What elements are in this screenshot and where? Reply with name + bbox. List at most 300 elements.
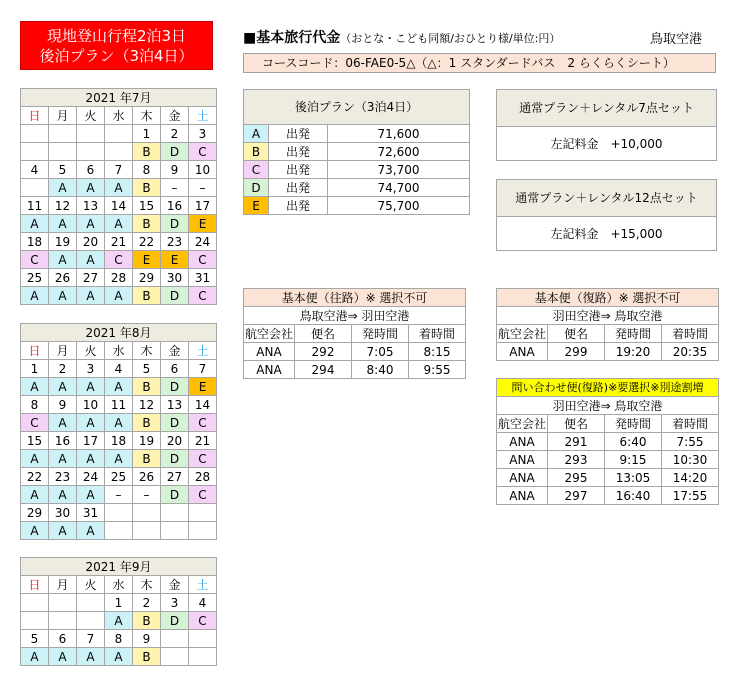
- price-code: C: [244, 161, 269, 179]
- calendar-day: 10: [77, 396, 105, 414]
- calendar-price-code: [189, 522, 217, 540]
- price-header: [243, 27, 560, 47]
- price-label: 出発: [269, 125, 328, 143]
- calendar-price-code: A: [105, 414, 133, 432]
- calendar-date-row: [21, 396, 217, 414]
- flight-route: 羽田空港⇒ 鳥取空港: [497, 307, 719, 325]
- calendar-date-row: [21, 125, 217, 143]
- calendar-day: 6: [161, 360, 189, 378]
- calendar-date-row: [21, 594, 217, 612]
- calendar-day: [21, 125, 49, 143]
- course-code: コースコード：06-FAE0-5△（△：1 スタンダードバス 2 らくらくシート）: [243, 53, 716, 73]
- calendar-day: 22: [21, 468, 49, 486]
- calendar-day: 25: [21, 269, 49, 287]
- calendar-day: 18: [21, 233, 49, 251]
- flight-cell: ANA: [497, 343, 548, 361]
- calendar-price-code: B: [133, 179, 161, 197]
- calendar-day: [161, 504, 189, 522]
- flight-cell: ANA: [497, 469, 548, 487]
- calendar-day: 5: [133, 360, 161, 378]
- calendar-price-code: C: [189, 287, 217, 305]
- calendar-price-code: A: [105, 648, 133, 666]
- weekday-header: 月: [49, 107, 77, 125]
- calendar-price-code: A: [105, 378, 133, 396]
- flight-cell: ANA: [497, 433, 548, 451]
- calendar-day: 20: [77, 233, 105, 251]
- weekday-header: 土: [189, 107, 217, 125]
- calendar-price-code: C: [189, 414, 217, 432]
- calendar-day: 15: [21, 432, 49, 450]
- calendar-price-code: A: [77, 378, 105, 396]
- calendar-day: 7: [105, 161, 133, 179]
- price-row: [244, 143, 470, 161]
- price-label: 出発: [269, 179, 328, 197]
- price-value: 72,600: [328, 143, 470, 161]
- calendar-price-code: A: [21, 378, 49, 396]
- calendar-price-code: C: [189, 450, 217, 468]
- price-code: E: [244, 197, 269, 215]
- calendar-price-code: A: [105, 612, 133, 630]
- flight-cell: 7:55: [662, 433, 719, 451]
- calendar-price-code: A: [77, 179, 105, 197]
- calendar-date-row: [21, 269, 217, 287]
- flight-inquiry-table: [496, 378, 719, 505]
- calendar-price-code: A: [105, 215, 133, 233]
- calendar-code-row: [21, 486, 217, 504]
- calendar-price-code: C: [21, 414, 49, 432]
- calendar-price-code: C: [21, 251, 49, 269]
- price-code: A: [244, 125, 269, 143]
- calendar-day: 9: [161, 161, 189, 179]
- calendar-code-row: [21, 414, 217, 432]
- price-value: 71,600: [328, 125, 470, 143]
- calendar-price-code: E: [161, 251, 189, 269]
- calendar-code-row: [21, 378, 217, 396]
- calendar-day: 1: [105, 594, 133, 612]
- price-row: [244, 125, 470, 143]
- calendar-price-code: [189, 648, 217, 666]
- weekday-header: 木: [133, 107, 161, 125]
- weekday-header: 木: [133, 342, 161, 360]
- weekday-header: 火: [77, 576, 105, 594]
- calendar-price-code: A: [21, 450, 49, 468]
- flight-col-header: 便名: [548, 325, 605, 343]
- calendar-price-code: A: [21, 287, 49, 305]
- flight-cell: 17:55: [662, 487, 719, 505]
- calendar-price-code: A: [49, 251, 77, 269]
- calendar-price-code: C: [105, 251, 133, 269]
- calendar-day: 9: [133, 630, 161, 648]
- flight-col-header: 着時間: [662, 415, 719, 433]
- title-line2: 後泊プラン（3泊4日）: [39, 46, 194, 65]
- calendar-price-code: A: [105, 179, 133, 197]
- calendar-day: 4: [105, 360, 133, 378]
- price-row: [244, 179, 470, 197]
- calendar-day: 17: [77, 432, 105, 450]
- calendar-day: 6: [77, 161, 105, 179]
- calendar-day: 29: [21, 504, 49, 522]
- calendar-date-row: [21, 233, 217, 251]
- calendar-code-row: [21, 215, 217, 233]
- flight-route: 羽田空港⇒ 鳥取空港: [497, 397, 719, 415]
- calendar-day: 15: [133, 197, 161, 215]
- calendar-caption: 2021 年9月: [21, 558, 217, 576]
- calendar-price-code: A: [49, 414, 77, 432]
- flight-row: [497, 487, 719, 505]
- weekday-header: 水: [105, 342, 133, 360]
- calendar-caption: 2021 年7月: [21, 89, 217, 107]
- calendar-caption: 2021 年8月: [21, 324, 217, 342]
- flight-row: [244, 343, 466, 361]
- weekday-header: 水: [105, 107, 133, 125]
- rental7-title: 通常プラン＋レンタル7点セット: [497, 90, 716, 127]
- flight-cell: 19:20: [605, 343, 662, 361]
- calendar-day: [77, 125, 105, 143]
- calendar-day: [105, 125, 133, 143]
- calendar-code-row: [21, 287, 217, 305]
- calendar-price-code: [21, 612, 49, 630]
- calendar-price-code: A: [49, 486, 77, 504]
- calendar-day: 8: [21, 396, 49, 414]
- calendar-date-row: [21, 432, 217, 450]
- calendar-day: 3: [189, 125, 217, 143]
- calendar-price-code: B: [133, 378, 161, 396]
- calendar-day: 12: [133, 396, 161, 414]
- calendar-day: 21: [189, 432, 217, 450]
- calendar-date-row: [21, 630, 217, 648]
- calendar-day: 7: [189, 360, 217, 378]
- calendar-day: 14: [105, 197, 133, 215]
- calendar-price-code: A: [77, 648, 105, 666]
- price-row: [244, 161, 470, 179]
- rental12-title: 通常プラン＋レンタル12点セット: [497, 180, 716, 217]
- flight-cell: 6:40: [605, 433, 662, 451]
- calendar-price-code: [77, 143, 105, 161]
- calendar-price-code: D: [161, 486, 189, 504]
- calendar-price-code: B: [133, 143, 161, 161]
- calendar-day: 29: [133, 269, 161, 287]
- calendar-price-code: B: [133, 215, 161, 233]
- flight-col-header: 着時間: [662, 325, 719, 343]
- price-header-main: ■基本旅行代金: [243, 30, 341, 46]
- price-value: 75,700: [328, 197, 470, 215]
- calendar-price-code: B: [133, 287, 161, 305]
- calendar-price-code: C: [189, 612, 217, 630]
- calendar-price-code: B: [133, 648, 161, 666]
- calendar-price-code: A: [49, 450, 77, 468]
- weekday-header: 火: [77, 342, 105, 360]
- rental12-box: [496, 179, 717, 251]
- calendar-day: [77, 594, 105, 612]
- calendar-price-code: A: [77, 414, 105, 432]
- rental12-price: 左記料金 +15,000: [550, 227, 663, 241]
- calendar-price-code: A: [77, 450, 105, 468]
- calendar-day: 27: [161, 468, 189, 486]
- calendar-day: 6: [49, 630, 77, 648]
- price-table: [243, 89, 470, 215]
- calendar-price-code: A: [49, 287, 77, 305]
- calendar-code-row: [21, 612, 217, 630]
- calendar-price-code: [21, 143, 49, 161]
- calendar-day: 19: [49, 233, 77, 251]
- calendar-day: 19: [133, 432, 161, 450]
- calendar-day: 11: [105, 396, 133, 414]
- calendar-day: 25: [105, 468, 133, 486]
- calendar-day: 18: [105, 432, 133, 450]
- calendar-price-code: A: [21, 486, 49, 504]
- weekday-header: 金: [161, 107, 189, 125]
- flight-cell: 7:05: [352, 343, 409, 361]
- calendar-day: 23: [161, 233, 189, 251]
- price-code: D: [244, 179, 269, 197]
- weekday-header: 日: [21, 342, 49, 360]
- price-label: 出発: [269, 143, 328, 161]
- calendar-date-row: [21, 161, 217, 179]
- calendar-day: 5: [21, 630, 49, 648]
- calendar-day: 8: [133, 161, 161, 179]
- calendar-price-code: [161, 522, 189, 540]
- calendar-day: 13: [161, 396, 189, 414]
- flight-row: [497, 433, 719, 451]
- calendar-day: 3: [161, 594, 189, 612]
- calendar-price-code: A: [77, 215, 105, 233]
- price-value: 73,700: [328, 161, 470, 179]
- calendar-day: 14: [189, 396, 217, 414]
- calendar-day: 2: [49, 360, 77, 378]
- calendar-price-code: B: [133, 414, 161, 432]
- calendar-price-code: D: [161, 143, 189, 161]
- calendar-day: 16: [49, 432, 77, 450]
- weekday-header: 土: [189, 576, 217, 594]
- calendar-price-code: D: [161, 287, 189, 305]
- calendar-day: 31: [77, 504, 105, 522]
- rental7-price: 左記料金 +10,000: [550, 137, 663, 151]
- price-row: [244, 197, 470, 215]
- flight-cell: 9:55: [409, 361, 466, 379]
- calendar-price-code: [105, 143, 133, 161]
- flight-cell: ANA: [244, 361, 295, 379]
- calendar-date-row: [21, 468, 217, 486]
- flight-cell: 9:15: [605, 451, 662, 469]
- calendar-price-code: E: [189, 378, 217, 396]
- calendar-day: [105, 504, 133, 522]
- calendar-day: 22: [133, 233, 161, 251]
- calendar-price-code: C: [189, 486, 217, 504]
- calendar-price-code: C: [189, 251, 217, 269]
- calendar-price-code: [105, 522, 133, 540]
- flight-cell: 8:15: [409, 343, 466, 361]
- calendar-price-code: A: [21, 648, 49, 666]
- calendar-price-code: A: [105, 287, 133, 305]
- price-value: 74,700: [328, 179, 470, 197]
- weekday-header: 日: [21, 576, 49, 594]
- calendar-day: 17: [189, 197, 217, 215]
- flight-row: [497, 451, 719, 469]
- flight-col-header: 航空会社: [497, 416, 546, 431]
- calendar-day: 10: [189, 161, 217, 179]
- weekday-header: 土: [189, 342, 217, 360]
- flight-caption: 基本便（往路）※ 選択不可: [244, 289, 466, 307]
- calendar-day: 2: [161, 125, 189, 143]
- flight-cell: ANA: [497, 487, 548, 505]
- flight-col-header: 発時間: [352, 325, 409, 343]
- calendar-day: 31: [189, 269, 217, 287]
- calendar-date-row: [21, 360, 217, 378]
- weekday-header: 木: [133, 576, 161, 594]
- calendar-price-code: D: [161, 215, 189, 233]
- calendar-day: [189, 630, 217, 648]
- calendar-price-code: B: [133, 450, 161, 468]
- flight-return-table: [496, 288, 719, 361]
- weekday-header: 月: [49, 576, 77, 594]
- calendar-day: 8: [105, 630, 133, 648]
- title-box: [20, 21, 213, 70]
- price-label: 出発: [269, 161, 328, 179]
- calendar-day: 5: [49, 161, 77, 179]
- flight-row: [244, 361, 466, 379]
- calendar-day: 28: [189, 468, 217, 486]
- calendar-day: 11: [21, 197, 49, 215]
- price-label: 出発: [269, 197, 328, 215]
- calendar-price-code: A: [49, 522, 77, 540]
- calendar-code-row: [21, 648, 217, 666]
- calendar-day: 7: [77, 630, 105, 648]
- flight-route: 鳥取空港⇒ 羽田空港: [244, 307, 466, 325]
- calendar-code-row: [21, 522, 217, 540]
- calendar-price-code: A: [77, 486, 105, 504]
- calendar-september: [20, 557, 217, 666]
- calendar-july: [20, 88, 217, 305]
- calendar-price-code: B: [133, 612, 161, 630]
- flight-col-header: 便名: [295, 325, 352, 343]
- calendar-day: 30: [161, 269, 189, 287]
- calendar-day: 4: [189, 594, 217, 612]
- calendar-day: 12: [49, 197, 77, 215]
- calendar-price-code: [161, 648, 189, 666]
- flight-cell: ANA: [244, 343, 295, 361]
- calendar-day: 24: [189, 233, 217, 251]
- flight-cell: 10:30: [662, 451, 719, 469]
- calendar-day: 4: [21, 161, 49, 179]
- calendar-price-code: A: [49, 215, 77, 233]
- flight-col-header: 航空会社: [244, 326, 293, 341]
- calendar-day: 1: [21, 360, 49, 378]
- flight-row: [497, 343, 719, 361]
- calendar-price-code: [49, 612, 77, 630]
- calendar-price-code: E: [189, 215, 217, 233]
- calendar-price-code: –: [105, 486, 133, 504]
- flight-caption: 問い合わせ便(復路)※要選択※別途割増: [497, 379, 719, 397]
- calendar-day: [133, 504, 161, 522]
- flight-col-header: 着時間: [409, 325, 466, 343]
- calendar-day: [161, 630, 189, 648]
- calendar-price-code: D: [161, 450, 189, 468]
- calendar-day: 20: [161, 432, 189, 450]
- calendar-price-code: [133, 522, 161, 540]
- weekday-header: 火: [77, 107, 105, 125]
- calendar-day: 26: [133, 468, 161, 486]
- calendar-price-code: –: [133, 486, 161, 504]
- calendar-price-code: C: [189, 143, 217, 161]
- calendar-day: [49, 125, 77, 143]
- calendar-day: 1: [133, 125, 161, 143]
- calendar-code-row: [21, 251, 217, 269]
- flight-col-header: 便名: [548, 415, 605, 433]
- calendar-day: 2: [133, 594, 161, 612]
- calendar-day: 24: [77, 468, 105, 486]
- calendar-code-row: [21, 179, 217, 197]
- flight-col-header: 航空会社: [497, 326, 546, 341]
- calendar-price-code: D: [161, 612, 189, 630]
- calendar-day: [189, 504, 217, 522]
- flight-col-header: 発時間: [605, 325, 662, 343]
- calendar-day: 21: [105, 233, 133, 251]
- calendar-day: 16: [161, 197, 189, 215]
- price-header-sub: （おとな・こども同額/おひとり様/単位:円）: [340, 32, 561, 45]
- calendar-day: 28: [105, 269, 133, 287]
- calendar-day: 13: [77, 197, 105, 215]
- calendar-price-code: A: [49, 378, 77, 396]
- flight-cell: 291: [548, 433, 605, 451]
- price-code: B: [244, 143, 269, 161]
- calendar-price-code: E: [133, 251, 161, 269]
- calendar-day: 23: [49, 468, 77, 486]
- flight-cell: 16:40: [605, 487, 662, 505]
- price-table-caption: 後泊プラン（3泊4日）: [244, 90, 470, 125]
- calendar-price-code: A: [77, 522, 105, 540]
- calendar-price-code: A: [77, 251, 105, 269]
- calendar-price-code: A: [49, 648, 77, 666]
- calendar-price-code: –: [189, 179, 217, 197]
- flight-cell: 294: [295, 361, 352, 379]
- calendar-code-row: [21, 450, 217, 468]
- flight-row: [497, 469, 719, 487]
- flight-cell: 292: [295, 343, 352, 361]
- calendar-day: 26: [49, 269, 77, 287]
- calendar-day: 9: [49, 396, 77, 414]
- flight-cell: 13:05: [605, 469, 662, 487]
- calendar-day: 30: [49, 504, 77, 522]
- calendar-day: [21, 594, 49, 612]
- flight-cell: 297: [548, 487, 605, 505]
- weekday-header: 月: [49, 342, 77, 360]
- calendar-code-row: [21, 143, 217, 161]
- flight-cell: 299: [548, 343, 605, 361]
- calendar-price-code: D: [161, 378, 189, 396]
- calendar-price-code: A: [49, 179, 77, 197]
- airport-label: 鳥取空港: [650, 32, 703, 47]
- weekday-header: 金: [161, 342, 189, 360]
- calendar-price-code: D: [161, 414, 189, 432]
- flight-caption: 基本便（復路）※ 選択不可: [497, 289, 719, 307]
- calendar-day: [49, 594, 77, 612]
- calendar-price-code: –: [161, 179, 189, 197]
- calendar-day: 3: [77, 360, 105, 378]
- calendar-price-code: A: [77, 287, 105, 305]
- flight-cell: 295: [548, 469, 605, 487]
- weekday-header: 水: [105, 576, 133, 594]
- weekday-header: 金: [161, 576, 189, 594]
- weekday-header: 日: [21, 107, 49, 125]
- calendar-price-code: A: [105, 450, 133, 468]
- calendar-date-row: [21, 504, 217, 522]
- calendar-price-code: [21, 179, 49, 197]
- calendar-price-code: A: [21, 522, 49, 540]
- calendar-date-row: [21, 197, 217, 215]
- title-line1: 現地登山行程2泊3日: [46, 26, 187, 45]
- flight-cell: 14:20: [662, 469, 719, 487]
- rental7-box: [496, 89, 717, 161]
